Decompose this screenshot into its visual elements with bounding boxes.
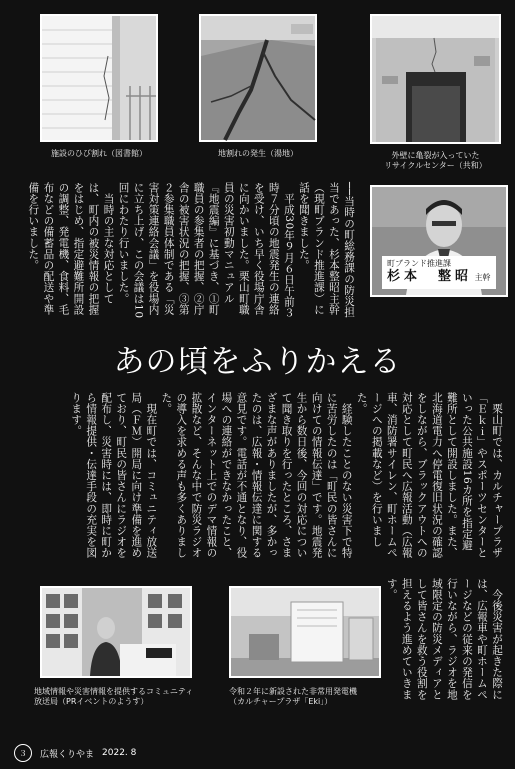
generator-photo (229, 586, 381, 678)
interviewee-card (370, 185, 508, 297)
generator-image (231, 588, 379, 676)
radio-event-photo (40, 586, 192, 678)
ground-crack-image (201, 16, 315, 140)
radio-event-image (42, 588, 190, 676)
interviewee-label (382, 256, 496, 289)
generator-caption: 令和２年に新設された非常用発電機 （カルチャープラザ「Eki」） (229, 687, 357, 706)
interviewee-department: 町ブランド推進課 (387, 258, 451, 268)
publication-name: 広報くりやま (40, 749, 95, 760)
bottom-article-text: 今後災害が起きた際には、広報車や町ホームページなどの従来の発信を行いながら、ラジオを地域限定の防災メディアとして皆さんを救う役割を担えるよう進めていきます。 (385, 578, 503, 701)
recycle-center-image (372, 16, 499, 142)
interviewee-rank: 主幹 (474, 273, 491, 283)
interviewee-name: 杉本 整昭 (387, 269, 473, 285)
page-footer (14, 744, 136, 762)
top-article-text: ──当時の町総務課の防災担当であった、杉本整昭主幹（現町ブランド推進課）に話を聞きました。 平成30年９月６日午前３時７分頃の地震発生の連絡を受け、いち早く役場庁舎に向かいました。栗山町職員の災害初動マニュアル『地震編』に基づき、①町職員の参集者の把握、②庁舎の被害状況の把握、③第２参集職員体制である「災害対策連絡会議」を役場内に立ち上げ、この会議は10回にわたり行いました。 当時の主な対応としては、町内の被災情報の把握をはじめ、指定避難所開設の調整、発電機、食料、毛布などの備蓄品の配送や準備を行いました。 (27, 182, 355, 319)
ground-crack-photo (199, 14, 317, 142)
library-crack-image (42, 16, 156, 140)
library-crack-caption: 施設のひび割れ（図書館） (51, 149, 147, 158)
library-crack-photo (40, 14, 158, 142)
ground-crack-caption: 地割れの発生（湯地） (218, 149, 298, 158)
page-number: ３ (14, 744, 32, 762)
recycle-center-caption: 外壁に亀裂が入っていた リサイクルセンター（共和） (384, 151, 487, 170)
radio-event-caption: 地域情報や災害情報を提供するコミュニティ 放送局（PRイベントのようす） (34, 687, 194, 706)
issue-date: 2022. 8 (102, 748, 137, 758)
page-title: あの頃をふりかえる (113, 344, 402, 380)
recycle-center-photo (370, 14, 501, 144)
middle-article-text: 栗山町では、カルチャープラザ「Ｅｋｉ」やスポーツセンターといった公共施設16カ所を指定避難所として開設しました。また、北海道電力へ停電復旧状況の確認をしながら、ブラックアウトへの対応として町民へ広報活動（広報車、消防署サイレン、町ホームページへの掲載など）を行いました。 経験したことのない災害下で特に苦労したのは「町民の皆さんに向けての情報伝達」です。地震発生から数日後、今回の対応について聞き取りを行ったところ、さまざまな声がありましたが、多かったのは、広報・情報伝達に関する意見です。電話が不通となり、役場への連絡ができなかったこと、インターネット上でのデマ情報の拡散など、そんな中で防災ラジオの導入を求める声も多くありました。 現在町では、コミュニティ放送局（ＦＭ）開局に向け準備を進めており、町民の皆さんにラジオを配布し、災害時には、即時に町から情報提供・伝達手段の充実を図ります。 (70, 392, 503, 559)
